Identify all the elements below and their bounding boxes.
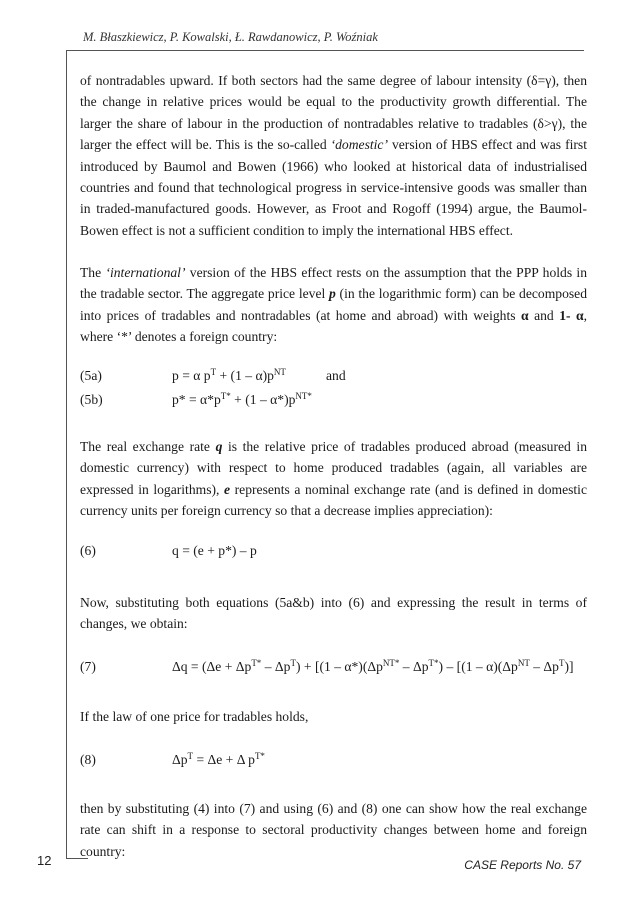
p2-bold-p: p: [329, 286, 336, 302]
p2-italic-international: ‘international’: [105, 265, 186, 280]
equation-5a-label: (5a): [80, 368, 102, 383]
p3-bold-q: q: [215, 439, 223, 454]
margin-rule: [66, 50, 67, 858]
p2-text-3: (in the logarithmic form) can be decomposed into prices of tradables and nontradables (at home and abroad) with weights: [80, 286, 587, 323]
paragraph-5: If the law of one price for tradables holds,: [80, 709, 309, 724]
equation-8-label: (8): [80, 752, 96, 767]
series-title: CASE Reports No. 57: [464, 858, 581, 872]
paragraph-3: [80, 436, 587, 522]
equation-6-body: q = (e + p*) – p: [172, 543, 257, 558]
p1-text-1: of nontradables upward. If both sectors had the same degree of labour intensity (δ=γ), then the change in relative prices would be equal to the productivity growth differential. The larger the share of labour in the production of nontradables relative to tradables (δ>γ), the larger the effect will be. This is the so-called: [80, 73, 587, 153]
equation-6-label: (6): [80, 543, 96, 558]
paragraph-1: [80, 70, 587, 241]
header-rule: [66, 50, 584, 51]
p3-text-1: The real exchange rate: [80, 439, 216, 454]
p2-text-2: version of the HBS effect rests on the assumption that the PPP holds in the tradable sector. The aggregate price level: [80, 265, 587, 302]
p2-text-5: , where ‘*’ denotes a foreign country:: [80, 307, 587, 345]
p3-text-3: represents a nominal exchange rate (and is defined in domestic currency units per foreign currency so that a decrease implies appreciation):: [80, 481, 587, 519]
running-header: M. Błaszkiewicz, P. Kowalski, Ł. Rawdanowicz, P. Woźniak: [83, 30, 378, 44]
p3-text-2: is the relative price of tradables produced abroad (measured in domestic currency) with respect to home produced tradables (again, all variables are expressed in logarithms),: [80, 439, 587, 497]
p2-bold-one-minus-alpha: 1- α: [559, 307, 584, 323]
paragraph-4: Now, substituting both equations (5a&b) into (6) and expressing the result in terms of changes, we obtain:: [80, 595, 587, 632]
paragraph-6: then by substituting (4) into (7) and using (6) and (8) one can show how the real exchange rate can shift in a response to sectoral productivity changes between home and foreign country:: [80, 801, 587, 859]
paragraph-2: [80, 262, 587, 348]
equation-8-body: $\Delta p^T = \Delta e + \Delta$ $p^{T*}$: [172, 751, 265, 767]
equation-5b-body: $p* = \alpha*p^{T*} + (1 - \alpha*)p^{NT*}$: [172, 391, 312, 407]
p2-text-4: and: [528, 307, 560, 323]
equation-5a-body: p = α $p^T + (1 - \alpha)p^{NT}$: [172, 367, 286, 383]
equation-5b-label: (5b): [80, 392, 103, 407]
footer-rule: [66, 858, 88, 859]
page-number: 12: [37, 853, 52, 868]
p1-text-2: version of HBS effect and was first introduced by Baumol and Bowen (1966) who looked at historical data of industrialised countries and found that technological progress in service-intensive goods was smaller than in traded-manufactured goods. However, as Froot and Rogoff (1994) argue, the Baumol-Bowen effect is not a sufficient condition to imply the international HBS effect.: [80, 137, 587, 238]
p2-bold-alpha: α: [521, 307, 529, 323]
p2-text-1: The: [80, 265, 106, 280]
equation-7-body: $\Delta q = (\Delta e + \Delta p^{T*} - \Delta p^T) + [(1 - \alpha*)(\Delta p^{NT*} - \Delta p^{T*}) - [(1 - \alpha)(\Delta p^{NT} - \Delta p^T)]$: [172, 658, 574, 674]
equation-5a-and: and: [326, 368, 346, 383]
equation-7-label: (7): [80, 659, 96, 674]
p3-bold-e: e: [224, 481, 231, 497]
p1-italic-domestic: ‘domestic’: [330, 137, 388, 153]
